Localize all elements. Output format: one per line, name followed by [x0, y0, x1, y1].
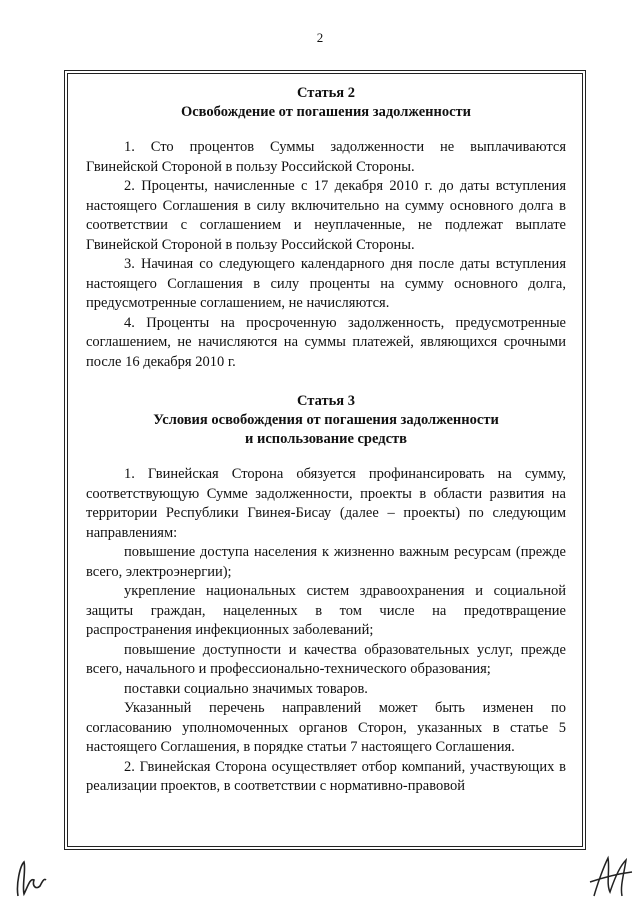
article-2-title: Статья 2 — [297, 85, 355, 101]
signature-left — [12, 856, 50, 900]
article-3-direction-4: поставки социально значимых товаров. — [124, 680, 368, 697]
article-3-direction-3: повышение доступности и качества образовательных услуг, прежде всего, начального и профессионально-технического образования; — [86, 641, 566, 677]
signature-right — [586, 852, 634, 902]
article-3-paragraph-1: 1. Гвинейская Сторона обязуется профинансировать на сумму, соответствующую Сумме задолженности, проекты в области развития на территории Республики Гвинея-Бисау (далее – проекты) по следующим направлениям: — [86, 466, 566, 541]
page-number: 2 — [316, 30, 324, 45]
article-2-subtitle: Освобождение от погашения задолженности — [180, 104, 472, 120]
document-frame — [64, 70, 586, 850]
article-3-amendment: Указанный перечень направлений может быть изменен по согласованию уполномоченных органов Сторон, указанных в статье 5 настоящего Соглашения, в порядке статьи 7 настоящего Соглашения. — [86, 700, 566, 755]
article-3-title: Статья 3 — [297, 393, 355, 409]
article-2-paragraph-3: 3. Начиная со следующего календарного дня после даты вступления настоящего Соглашения в силу проценты на сумму основного долга, предусмотренные соглашением, не начисляются. — [86, 256, 566, 311]
article-3-direction-2: укрепление национальных систем здравоохранения и социальной защиты граждан, нацеленных в том числе на предотвращение распространения инфекционных заболеваний; — [86, 583, 566, 638]
article-3-subtitle-line-1: Условия освобождения от погашения задолженности — [153, 412, 499, 428]
article-3-subtitle-line-2: и использование средств — [245, 431, 407, 447]
article-2-paragraph-1: 1. Сто процентов Суммы задолженности не выплачиваются Гвинейской Стороной в пользу Российской Стороны. — [86, 139, 566, 175]
article-3-paragraph-2: 2. Гвинейская Сторона осуществляет отбор компаний, участвующих в реализации проектов, в соответствии с нормативно-правовой — [86, 758, 566, 794]
article-3-direction-1: повышение доступа населения к жизненно важным ресурсам (прежде всего, электроэнергии); — [86, 544, 566, 580]
article-2-paragraph-2: 2. Проценты, начисленные с 17 декабря 2010 г. до даты вступления настоящего Соглашения в силу включительно на сумму основного долга в соответствии с соглашением и неуплаченные, не подлежат выплате Гвинейской Стороной в пользу Российской Стороны. — [86, 178, 566, 253]
article-2-paragraph-4: 4. Проценты на просроченную задолженность, предусмотренные соглашением, не начисляются на суммы платежей, являющихся срочными после 16 декабря 2010 г. — [86, 314, 566, 370]
